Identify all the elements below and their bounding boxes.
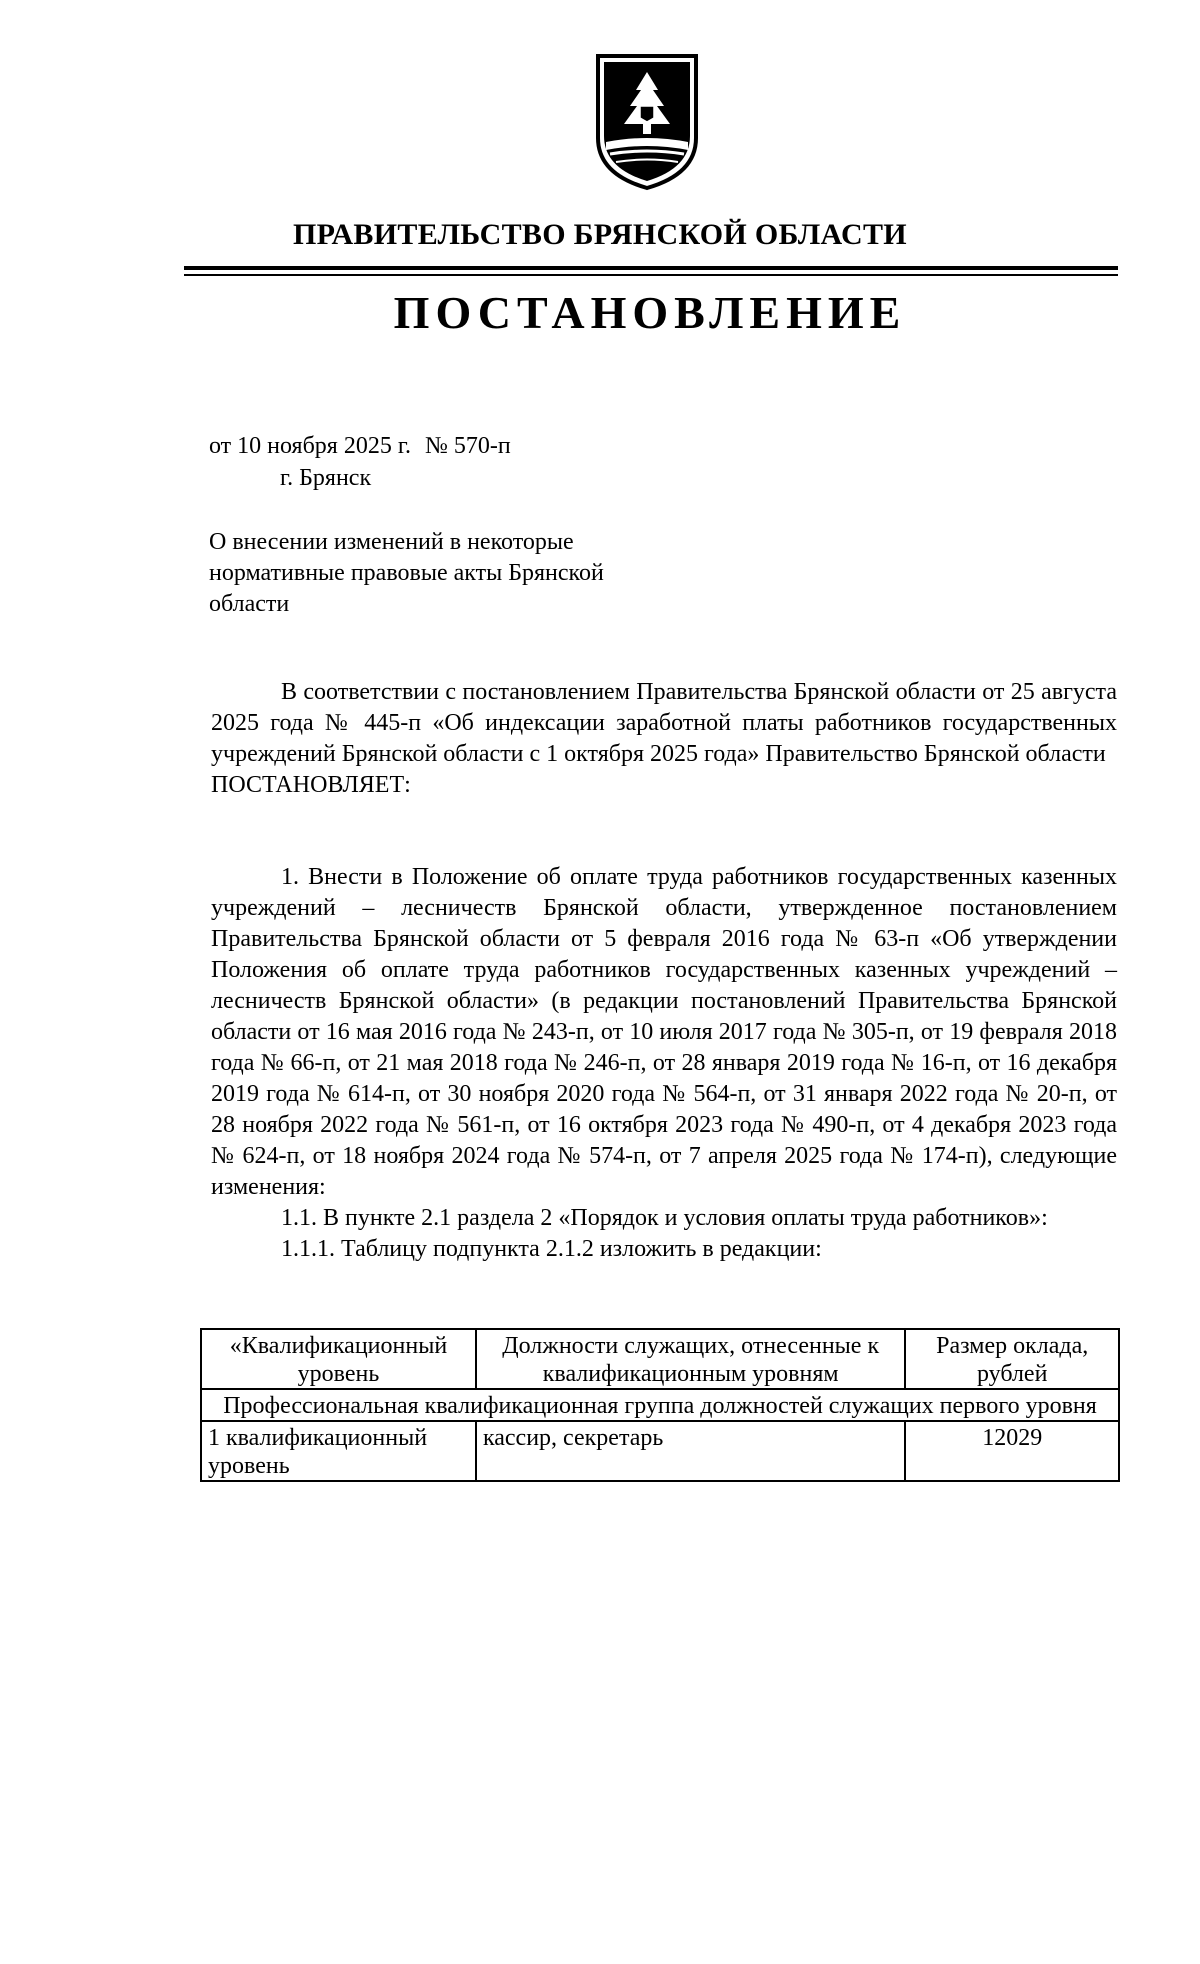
header-positions: Должности служащих, отнесенные к квалификационным уровням (476, 1329, 905, 1389)
table-header-row (201, 1329, 1119, 1389)
table-row (201, 1421, 1119, 1481)
salary-table (200, 1328, 1120, 1482)
decree-items (211, 862, 1117, 1265)
group-title: Профессиональная квалификационная группа должностей служащих первого уровня (201, 1389, 1119, 1421)
document-subject: О внесении изменений в некоторые нормативные правовые акты Брянской области (209, 529, 604, 617)
document-number: № 570-п (424, 433, 511, 459)
header-rule-thick (184, 266, 1118, 270)
item-1: 1. Внести в Положение об оплате труда работников государственных казенных учреждений – лесничеств Брянской области, утвержденное постановлением Правительства Брянской области от 5 февраля 2016 года № 63-п «Об утверждении Положения об оплате труда работников государственных казенных учреждений – лесничеств Брянской области» (в редакции постановлений Правительства Брянской области от 16 мая 2016 года № 243-п, от 10 июля 2017 года № 305-п, от 19 февраля 2018 года № 66-п, от 21 мая 2018 года № 246-п, от 28 января 2019 года № 16-п, от 16 декабря 2019 года № 614-п, от 30 ноября 2020 года № 564-п, от 31 января 2022 года № 20-п, от 28 ноября 2022 года № 561-п, от 16 октября 2023 года № 490-п, от 4 декабря 2023 года № 624-п, от 18 ноября 2024 года № 574-п, от 7 апреля 2025 года № 174-п), следующие изменения: (211, 864, 1117, 1200)
decree-word: ПОСТАНОВЛЯЕТ: (211, 772, 411, 798)
document-type-title: ПОСТАНОВЛЕНИЕ (393, 287, 907, 338)
preamble (211, 677, 1117, 801)
preamble-text: В соответствии с постановлением Правительства Брянской области от 25 августа 2025 года № 445-п «Об индексации заработной платы работников государственных учреждений Брянской области с 1 октября 2025 года» Правительство Брянской области (211, 679, 1117, 767)
header-level: «Квалификационный уровень (201, 1329, 476, 1389)
cell-positions: кассир, секретарь (476, 1421, 905, 1481)
document-date: от 10 ноября 2025 г. (209, 433, 411, 459)
bryansk-coat-of-arms-icon (592, 50, 702, 192)
item-1-1: 1.1. В пункте 2.1 раздела 2 «Порядок и условия оплаты труда работников»: (281, 1205, 1048, 1231)
table-group-row (201, 1389, 1119, 1421)
cell-level: 1 квалификационный уровень (201, 1421, 476, 1481)
cell-salary: 12029 (905, 1421, 1119, 1481)
header-rule-thin (184, 274, 1118, 276)
header-salary: Размер оклада, рублей (905, 1329, 1119, 1389)
date-number-line (209, 433, 511, 460)
government-title: ПРАВИТЕЛЬСТВО БРЯНСКОЙ ОБЛАСТИ (293, 218, 907, 251)
document-city: г. Брянск (280, 465, 372, 491)
item-1-1-1: 1.1.1. Таблицу подпункта 2.1.2 изложить в редакции: (281, 1236, 822, 1262)
